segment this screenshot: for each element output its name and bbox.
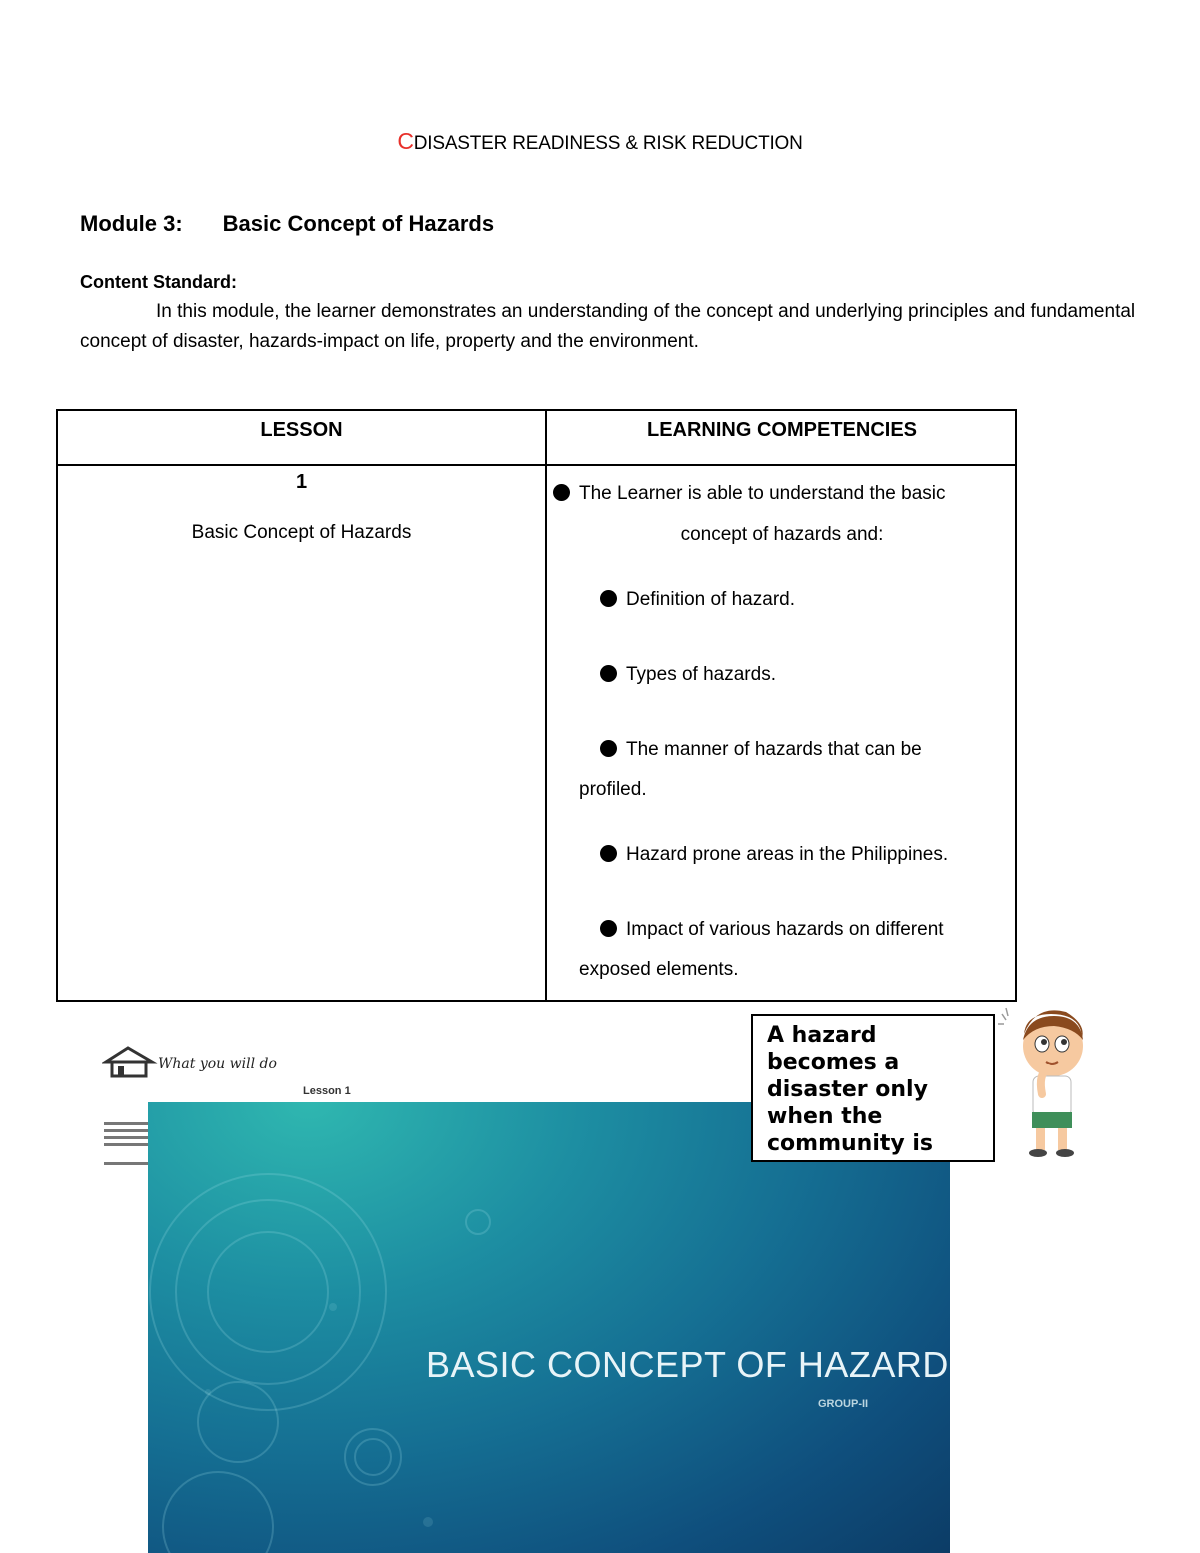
competency-item: Definition of hazard.	[600, 580, 795, 620]
thinking-boy-cartoon-icon	[996, 1004, 1096, 1164]
header-learning-competencies: LEARNING COMPETENCIES	[646, 419, 918, 441]
callout-box	[751, 1014, 995, 1162]
module-heading	[80, 211, 494, 237]
bullet-icon	[600, 845, 617, 862]
bullet-icon	[600, 665, 617, 682]
snippet-lesson: Lesson 1	[303, 1085, 351, 1097]
content-standard-label: Content Standard:	[80, 272, 237, 292]
table-header-divider	[58, 464, 1015, 466]
bullet-icon	[600, 740, 617, 757]
lesson-number: 1	[295, 471, 308, 493]
callout-text: A hazard becomes a disaster only when the community is	[767, 1023, 934, 1156]
bullet-icon	[600, 590, 617, 607]
slide-circle-decorations	[148, 1102, 950, 1553]
competency-intro-line1: The Learner is able to understand the basic	[579, 483, 946, 504]
bullet-icon	[600, 920, 617, 937]
slide-title: BASIC CONCEPT OF HAZARD	[426, 1344, 949, 1385]
title-text: DISASTER READINESS & RISK REDUCTION	[413, 133, 803, 154]
content-standard-text: In this module, the learner demonstrates an understanding of the concept and underlying principles and fundamental concept of disaster, hazards-impact on life, property and the environment.	[80, 301, 1136, 352]
slide-subtitle: GROUP-II	[818, 1398, 869, 1410]
title-slide-image	[148, 1102, 950, 1553]
house-icon	[102, 1044, 158, 1078]
competency-item: Types of hazards.	[600, 655, 776, 695]
lesson-name: Basic Concept of Hazards	[191, 522, 412, 543]
competency-intro-continued: concept of hazards and:	[680, 524, 884, 545]
document-title	[0, 128, 1200, 155]
competency-item-continued: profiled.	[579, 779, 647, 800]
bullet-icon	[553, 484, 570, 501]
competency-item: Hazard prone areas in the Philippines.	[600, 835, 948, 875]
header-lesson: LESSON	[260, 419, 343, 441]
competency-item: Impact of various hazards on different	[600, 910, 944, 950]
lesson-table	[56, 409, 1017, 1002]
competency-item-continued: exposed elements.	[579, 959, 739, 980]
table-column-divider	[545, 411, 547, 1000]
competency-intro	[553, 474, 946, 514]
module-title: Basic Concept of Hazards	[222, 211, 495, 236]
title-initial: C	[397, 128, 414, 154]
snippet-heading: What you will do	[158, 1056, 277, 1072]
module-label: Module 3:	[80, 211, 183, 236]
competency-item: The manner of hazards that can be	[600, 730, 922, 770]
